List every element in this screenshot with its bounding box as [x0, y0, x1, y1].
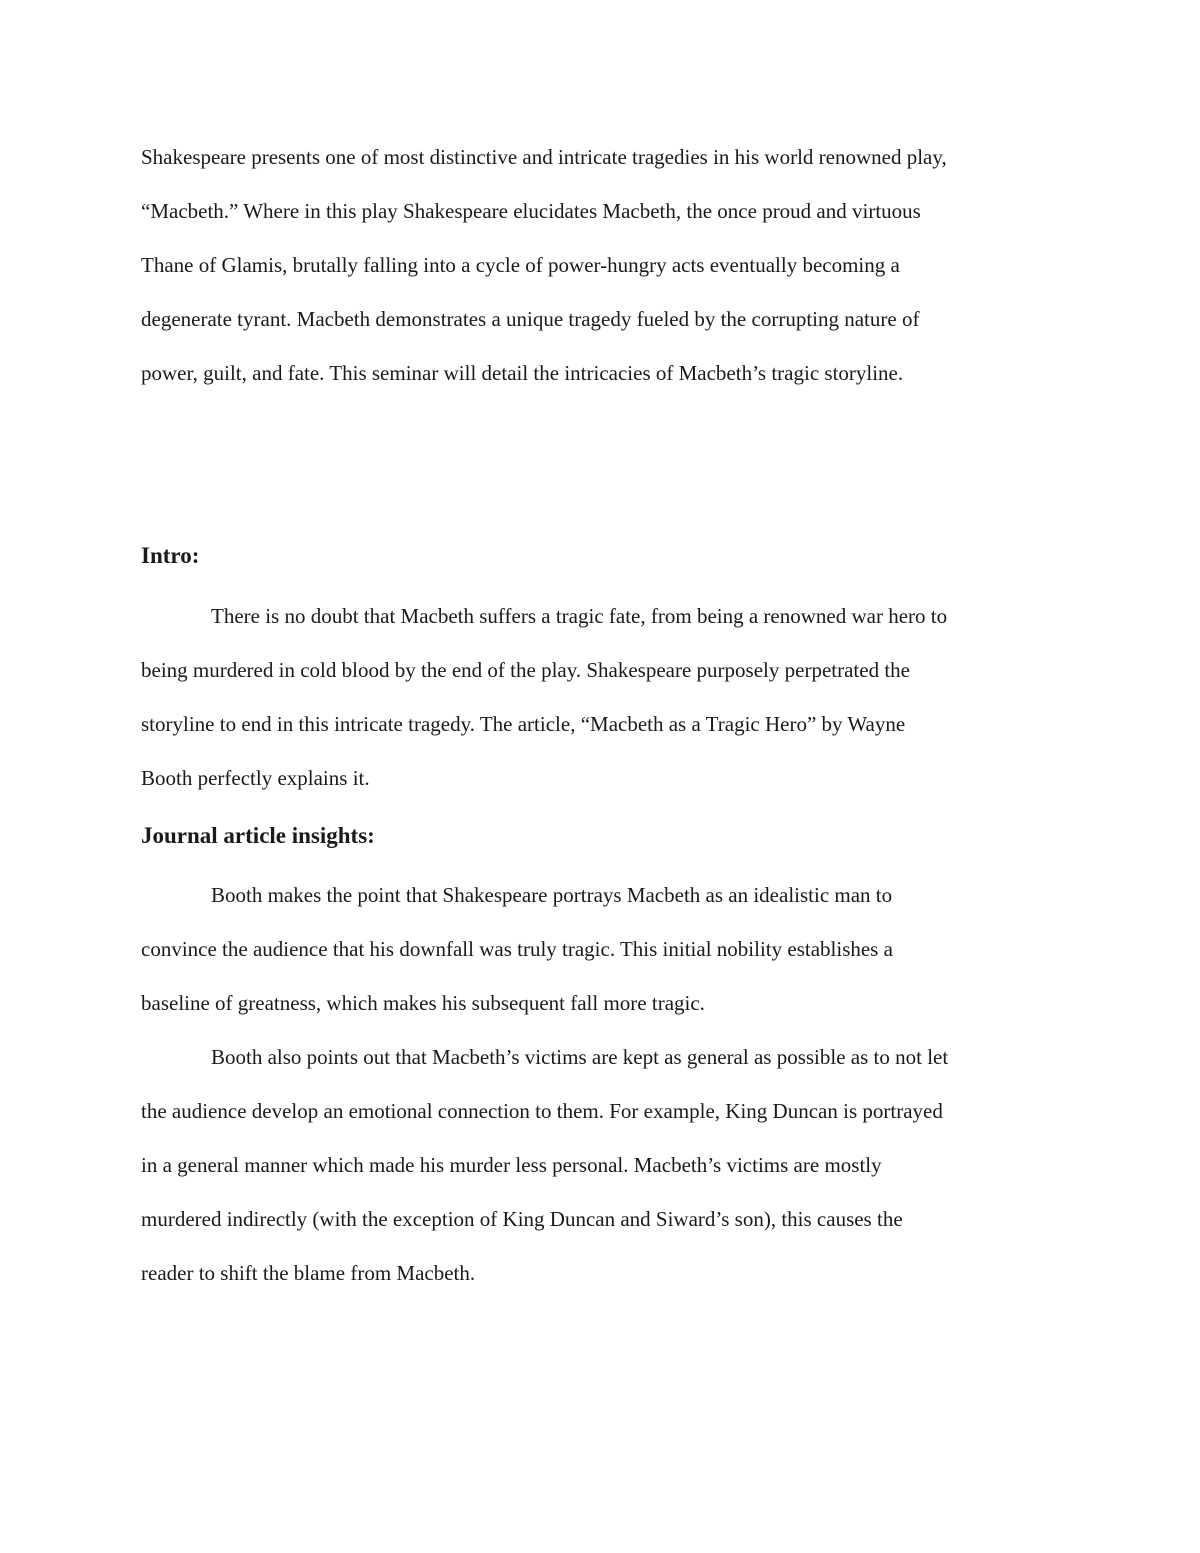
summary-line: Thane of Glamis, brutally falling into a cycle of power-hungry acts eventually becoming a: [141, 253, 900, 277]
summary-line: Shakespeare presents one of most distinctive and intricate tragedies in his world renowned play,: [141, 145, 947, 169]
summary-line: power, guilt, and fate. This seminar will detail the intricacies of Macbeth’s tragic storyline.: [141, 361, 904, 385]
journal-line: murdered indirectly (with the exception of King Duncan and Siward’s son), this causes the: [141, 1207, 903, 1231]
intro-line: storyline to end in this intricate tragedy. The article, “Macbeth as a Tragic Hero” by Wayne: [141, 712, 906, 736]
journal-line: convince the audience that his downfall was truly tragic. This initial nobility establishes a: [141, 937, 893, 961]
intro-line: being murdered in cold blood by the end of the play. Shakespeare purposely perpetrated the: [141, 658, 910, 682]
intro-line: Booth perfectly explains it.: [141, 766, 370, 790]
journal-line: in a general manner which made his murder less personal. Macbeth’s victims are mostly: [141, 1153, 882, 1177]
summary-line: “Macbeth.” Where in this play Shakespeare elucidates Macbeth, the once proud and virtuous: [141, 199, 921, 223]
journal-line: Booth also points out that Macbeth’s victims are kept as general as possible as to not let: [211, 1045, 949, 1069]
intro-heading: Intro:: [141, 543, 200, 568]
journal-line: reader to shift the blame from Macbeth.: [141, 1261, 476, 1285]
journal-line: Booth makes the point that Shakespeare portrays Macbeth as an idealistic man to: [211, 883, 893, 907]
journal-line: baseline of greatness, which makes his subsequent fall more tragic.: [141, 991, 705, 1015]
summary-line: degenerate tyrant. Macbeth demonstrates a unique tragedy fueled by the corrupting nature of: [141, 307, 920, 331]
intro-line: There is no doubt that Macbeth suffers a tragic fate, from being a renowned war hero to: [211, 604, 948, 628]
journal-line: the audience develop an emotional connection to them. For example, King Duncan is portrayed: [141, 1099, 943, 1123]
journal-heading: Journal article insights:: [141, 823, 375, 848]
